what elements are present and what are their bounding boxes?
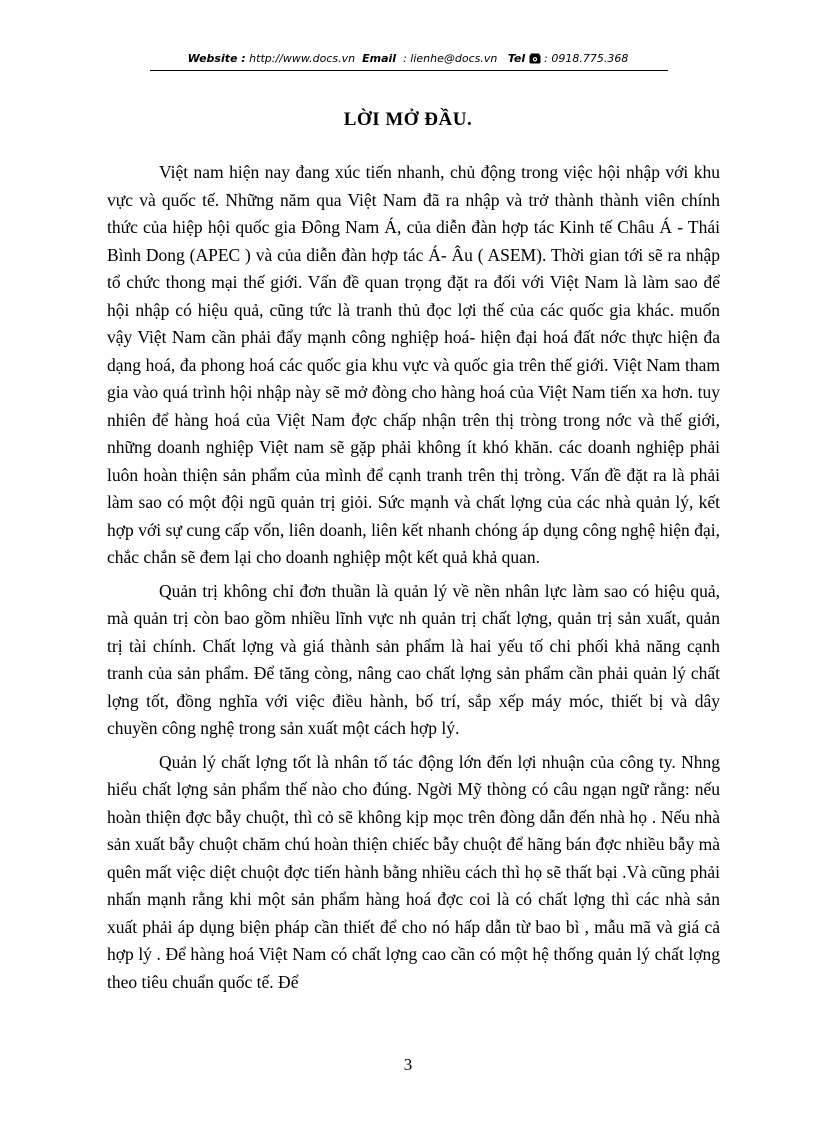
- phone-icon: [529, 53, 541, 69]
- paragraph: Quản trị không chỉ đơn thuần là quản lý về nền nhân lực làm sao có hiệu quả, mà quản trị còn bao gồm nhiều lĩnh vực nh quản trị chất lợng, quản trị sản xuất, quản trị tài chính. Chất lợng và giá thành sản phẩm là hai yếu tố chi phối khả năng cạnh tranh của sản phẩm. Để tăng còng, nâng cao chất lợng sản phẩm cần phải quản lý chất lợng tốt, đồng nghĩa với việc điều hành, bố trí, sắp xếp máy móc, thiết bị và dây chuyền công nghệ trong sản xuất một cách hợp lý.: [107, 580, 720, 738]
- tel-label: Tel: [507, 52, 526, 65]
- paragraph: Quản lý chất lợng tốt là nhân tố tác động lớn đến lợi nhuận của công ty. Nhng hiểu chất lợng sản phẩm thế nào cho đúng. Ngời Mỹ thòng có câu ngạn ngữ rằng: nếu hoàn thiện đợc bẫy chuột, thì cỏ sẽ không kịp mọc trên đòng dẫn đến nhà họ . Nếu nhà sản xuất bẫy chuột chăm chú hoàn thiện chiếc bẫy chuột để hãng bán đợc nhiều bẫy mà quên mất việc diệt chuột đợc tiến hành bằng nhiều cách thì họ sẽ thất bại .Và cũng phải nhấn mạnh rằng khi một sản phẩm hàng hoá đợc coi là có chất lợng thì các nhà sản xuất phải áp dụng biện pháp cần thiết để cho nó hấp dẫn từ bao bì , mẫu mã và giá cả hợp lý . Để hàng hoá Việt Nam có chất lợng cao cần có một hệ thống quản lý chất lợng theo tiêu chuẩn quốc tế. Để: [107, 751, 720, 992]
- paragraph: Việt nam hiện nay đang xúc tiến nhanh, chủ động trong việc hội nhập với khu vực và quốc tế. Những năm qua Việt Nam đã ra nhập và trở thành thành viên chính thức của hiệp hội quốc gia Đông Nam Á, của diễn đàn hợp tác Kinh tế Châu Á - Thái Bình Dong (APEC ) và của diễn đàn hợp tác Á- Âu ( ASEM). Thời gian tới sẽ ra nhập tổ chức thong mại thế giới. Vấn đề quan trọng đặt ra đối với Việt Nam là làm sao để hội nhập có hiệu quả, cũng tức là tranh thủ đọc lợi thế của các quốc gia khác. muốn vậy Việt Nam cần phải đẩy mạnh công nghiệp hoá- hiện đại hoá đất nớc thực hiện đa dạng hoá, đa phong hoá các quốc gia khu vực và quốc gia trên thế giới. Việt Nam tham gia vào quá trình hội nhập này sẽ mở đòng cho hàng hoá của Việt Nam tiến xa hơn. tuy nhiên để hàng hoá của Việt Nam đợc chấp nhận trên thị tròng trong nớc và thế giới, những doanh nghiệp Việt nam sẽ gặp phải không ít khó khăn. các doanh nghiệp phải luôn hoàn thiện sản phẩm của mình để cạnh tranh trên thị tròng. Vấn đề đặt ra là phải làm sao có một đội ngũ quản trị giỏi. Sức mạnh và chất lợng của các nhà quản lý, kết hợp với sự cung cấp vốn, liên doanh, liên kết nhanh chóng áp dụng công nghệ hiện đại, chắc chắn sẽ đem lại cho doanh nghiệp một kết quả khả quan.: [107, 162, 720, 567]
- email-label: Email: [362, 52, 397, 65]
- email-address[interactable]: : lienhe@docs.vn: [403, 52, 498, 65]
- document-body: [107, 159, 720, 1002]
- header-divider: [150, 70, 668, 71]
- page-header: [0, 51, 816, 69]
- tel-number: : 0918.775.368: [544, 52, 629, 65]
- website-label: Website :: [187, 52, 246, 65]
- page-title: LỜI MỞ ĐẦU.: [343, 109, 473, 130]
- page-number: 3: [403, 1055, 413, 1074]
- website-url[interactable]: http://www.docs.vn: [249, 52, 356, 65]
